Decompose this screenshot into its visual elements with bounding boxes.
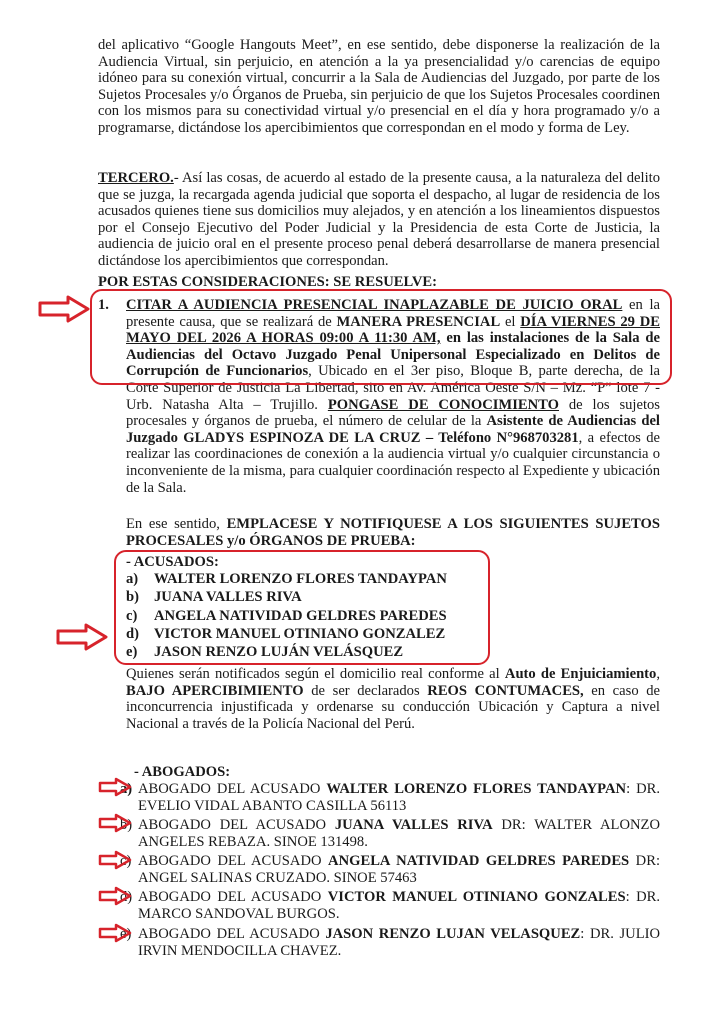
- arrow-right-icon: [98, 813, 132, 833]
- item-1-number: 1.: [98, 297, 109, 313]
- item-1-text: CITAR A AUDIENCIA PRESENCIAL INAPLAZABLE DE JUICIO ORAL en la presente causa, que se realizará de MANERA PRESENCIAL el DÍA VIERNES 29 DE MAYO DEL 2026 A HORAS 09:00 A 11:30 AM, en las instalaciones de la Sala de Audiencias del Octavo Juzgado Penal Unipersonal Especializado en Delitos de Corrupción de Funcionarios, Ubicado en el 3er piso, Bloque B, parte derecha, de la Corte Superior de Justicia La Libertad, sito en Av. América Oeste S/N – Mz. “P” lote 7 - Urb. Natasha Alta – Trujillo. PONGASE DE CONOCIMIENTO de los sujetos procesales y órganos de prueba, el número de celular de la Asistente de Audiencias del Juzgado GLADYS ESPINOZA DE LA CRUZ – Teléfono N°968703281, a efectos de realizar las coordinaciones de conexión a la audiencia virtual y/o cualquier circunstancia o inconveniente de la misma, para cualquier coordinación respecto al Expediente y ubicación de la Sala.: [126, 297, 660, 496]
- list-item: a) ABOGADO DEL ACUSADO WALTER LORENZO FLORES TANDAYPAN: DR. EVELIO VIDAL ABANTO CASILLA 56113: [120, 781, 661, 814]
- arrow-right-icon: [98, 850, 132, 870]
- arrow-right-icon: [98, 777, 132, 797]
- list-item: d) ABOGADO DEL ACUSADO VICTOR MANUEL OTINIANO GONZALES: DR. MARCO SANDOVAL BURGOS.: [120, 889, 660, 922]
- abogados-header: - ABOGADOS:: [134, 764, 231, 780]
- arrow-right-icon: [98, 886, 132, 906]
- list-item: e) ABOGADO DEL ACUSADO JASON RENZO LUJAN VELASQUEZ: DR. JULIO IRVIN MENDOCILLA CHAVEZ.: [120, 926, 661, 959]
- arrow-right-icon: [38, 295, 90, 323]
- highlight-box-citation: [90, 289, 672, 385]
- emplacese-paragraph: En ese sentido, EMPLACESE Y NOTIFIQUESE A LOS SIGUIENTES SUJETOS PROCESALES y/o ÓRGANOS DE PRUEBA:: [126, 516, 660, 549]
- arrow-right-icon: [56, 623, 108, 651]
- quienes-paragraph: Quienes serán notificados según el domicilio real conforme al Auto de Enjuiciamiento, BAJO APERCIBIMIENTO de ser declarados REOS CONTUMACES, en caso de inconcurrencia injustificada y ordenarse su conducción Ubicación y Captura a nivel Nacional a través de la Policía Nacional del Perú.: [126, 666, 660, 732]
- tercero-label: TERCERO.: [98, 170, 174, 186]
- list-item: b) ABOGADO DEL ACUSADO JUANA VALLES RIVA DR: WALTER ALONZO ANGELES REBAZA. SINOE 131498.: [120, 817, 660, 850]
- tercero-paragraph: [98, 170, 660, 270]
- arrow-right-icon: [98, 923, 132, 943]
- acusados-header: - ACUSADOS:: [126, 554, 219, 570]
- list-item: a) WALTER LORENZO FLORES TANDAYPAN: [126, 571, 447, 587]
- list-item: d) VICTOR MANUEL OTINIANO GONZALEZ: [126, 626, 446, 642]
- list-item: e) JASON RENZO LUJÁN VELÁSQUEZ: [126, 644, 404, 660]
- highlight-box-acusados: [114, 550, 490, 665]
- tercero-text: - Así las cosas, de acuerdo al estado de la presente causa, a la naturaleza del delito que se juzga, la recargada agenda judicial que soporta el despacho, al lugar de residencia de los acusados quienes tiene sus domicilios muy alejados, y en atención a los lineamientos dispuestos por el Consejo Ejecutivo del Poder Judicial y la Presidencia de esta Corte de Justicia, la audiencia de juicio oral en el presente proceso penal deberá desarrollarse de manera presencial dictándose los apercibimientos que correspondan.: [98, 170, 660, 269]
- resuelve-heading: POR ESTAS CONSIDERACIONES: SE RESUELVE:: [98, 274, 437, 290]
- list-item: c) ABOGADO DEL ACUSADO ANGELA NATIVIDAD GELDRES PAREDES DR: ANGEL SALINAS CRUZADO. SINOE 57463: [120, 853, 660, 886]
- list-item: b) JUANA VALLES RIVA: [126, 589, 302, 605]
- list-item: c) ANGELA NATIVIDAD GELDRES PAREDES: [126, 608, 447, 624]
- intro-paragraph: del aplicativo “Google Hangouts Meet”, en ese sentido, debe disponerse la realización de la Audiencia Virtual, sin perjuicio, en atención a la ya presencialidad y/o carencias de equipo idóneo para su conexión virtual, concurrir a la Sala de Audiencias del Juzgado, por parte de los Sujetos Procesales y/o Órganos de Prueba, sin perjuicio de que los Sujetos Procesales coordinen con los mismos para su conectividad virtual y/o presencial en el día y hora programado y/o a programarse, dictándose los apercibimientos que correspondan en el modo y forma de Ley.: [98, 37, 660, 136]
